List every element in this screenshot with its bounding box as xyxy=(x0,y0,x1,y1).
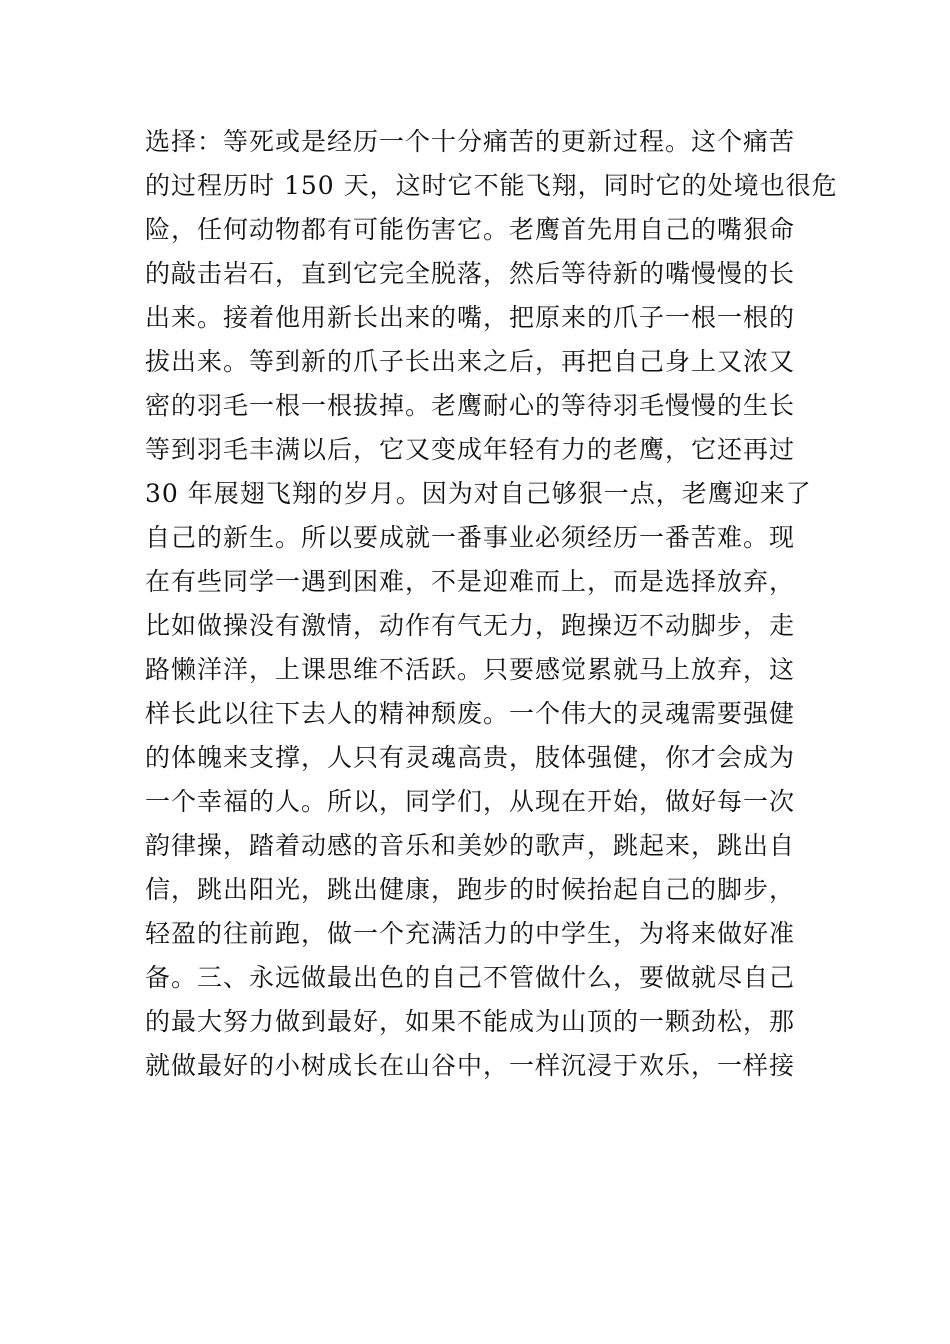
text-line-7: 密的羽毛一根一根拔掉。老鹰耐心的等待羽毛慢慢的生长 xyxy=(145,391,796,420)
text-line-15: 的体魄来支撑，人只有灵魂高贵，肢体强健，你才会成为 xyxy=(145,743,796,772)
text-line-10: 自己的新生。所以要成就一番事业必须经历一番苦难。现 xyxy=(145,523,796,552)
text-line-2: 的过程历时 150 天，这时它不能飞翔，同时它的处境也很危 xyxy=(145,171,838,200)
text-line-13: 路懒洋洋，上课思维不活跃。只要感觉累就马上放弃，这 xyxy=(145,655,796,684)
text-line-9: 30 年展翅飞翔的岁月。因为对自己够狠一点，老鹰迎来了 xyxy=(145,479,812,508)
text-line-14: 样长此以往下去人的精神颓废。一个伟大的灵魂需要强健 xyxy=(145,699,796,728)
text-line-5: 出来。接着他用新长出来的嘴，把原来的爪子一根一根的 xyxy=(145,303,796,332)
text-line-11: 在有些同学一遇到困难，不是迎难而上，而是选择放弃， xyxy=(145,567,796,596)
text-line-3: 险，任何动物都有可能伤害它。老鹰首先用自己的嘴狠命 xyxy=(145,215,796,244)
text-line-6: 拔出来。等到新的爪子长出来之后，再把自己身上又浓又 xyxy=(145,347,796,376)
body-paragraph xyxy=(145,120,838,1088)
text-line-19: 轻盈的往前跑，做一个充满活力的中学生，为将来做好准 xyxy=(145,919,796,948)
text-line-8: 等到羽毛丰满以后，它又变成年轻有力的老鹰，它还再过 xyxy=(145,435,796,464)
text-line-12: 比如做操没有激情，动作有气无力，跑操迈不动脚步，走 xyxy=(145,611,796,640)
text-line-17: 韵律操，踏着动感的音乐和美妙的歌声，跳起来，跳出自 xyxy=(145,831,796,860)
text-line-4: 的敲击岩石，直到它完全脱落，然后等待新的嘴慢慢的长 xyxy=(145,259,796,288)
text-line-20: 备。三、永远做最出色的自己不管做什么，要做就尽自己 xyxy=(145,963,796,992)
text-line-22: 就做最好的小树成长在山谷中，一样沉浸于欢乐，一样接 xyxy=(145,1051,796,1080)
text-line-18: 信，跳出阳光，跳出健康，跑步的时候抬起自己的脚步， xyxy=(145,875,796,904)
text-line-21: 的最大努力做到最好，如果不能成为山顶的一颗劲松，那 xyxy=(145,1007,796,1036)
text-line-1: 选择：等死或是经历一个十分痛苦的更新过程。这个痛苦 xyxy=(145,127,796,156)
text-line-16: 一个幸福的人。所以，同学们，从现在开始，做好每一次 xyxy=(145,787,796,816)
